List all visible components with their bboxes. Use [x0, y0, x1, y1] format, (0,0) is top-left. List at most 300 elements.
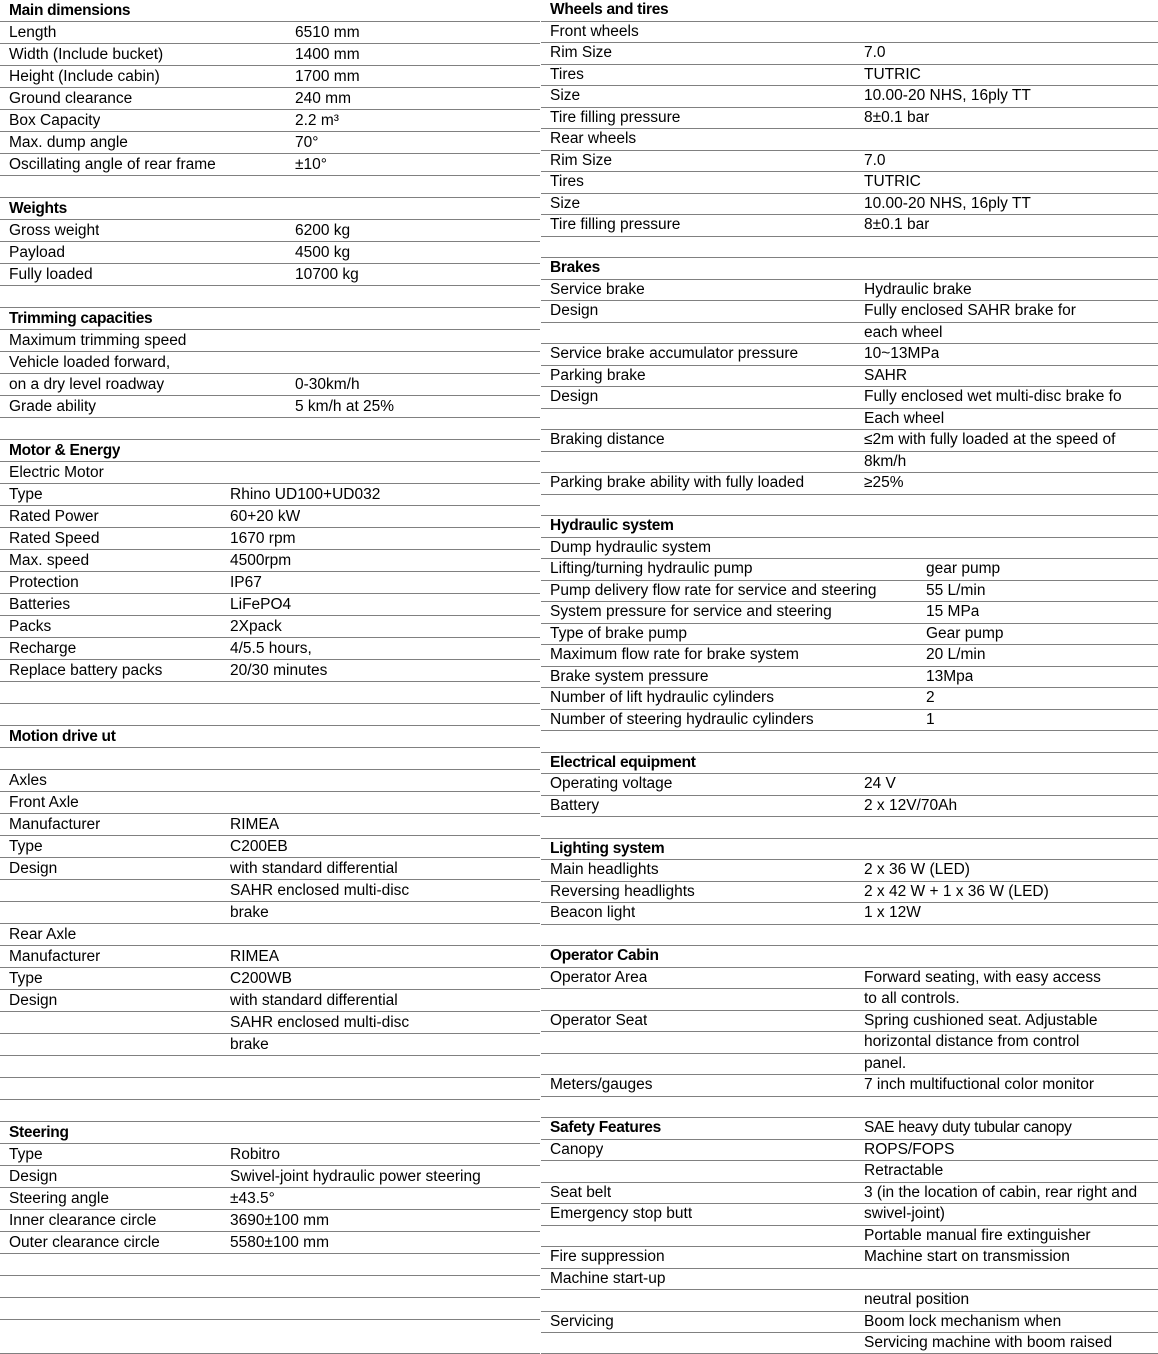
spec-row — [541, 796, 1158, 818]
spec-row — [0, 968, 541, 990]
spec-row — [541, 473, 1158, 495]
blank-row — [0, 748, 541, 770]
spec-label: Tires — [550, 65, 584, 83]
spec-label: Type of brake pump — [550, 624, 687, 642]
spec-value: 4/5.5 hours, — [230, 639, 312, 657]
spec-row — [541, 860, 1158, 882]
spec-label: Canopy — [550, 1140, 604, 1158]
blank-row — [0, 704, 541, 726]
spec-label: Number of lift hydraulic cylinders — [550, 689, 774, 707]
blank-row — [0, 682, 541, 704]
spec-value: Robitro — [230, 1145, 280, 1163]
spec-label: Battery — [550, 796, 600, 814]
spec-value: 70° — [295, 133, 319, 151]
spec-value: TUTRIC — [864, 173, 921, 191]
spec-value: SAHR enclosed multi-disc — [230, 1013, 410, 1031]
spec-value: Fully enclosed wet multi-disc brake fo — [864, 388, 1122, 406]
spec-row — [0, 814, 541, 836]
spec-row — [541, 559, 1158, 581]
section-title: Brakes — [550, 259, 600, 277]
spec-row — [541, 344, 1158, 366]
spec-row — [0, 1012, 541, 1034]
spec-row — [0, 660, 541, 682]
spec-label: Ground clearance — [9, 89, 133, 107]
spec-row — [541, 86, 1158, 108]
spec-value: 6200 kg — [295, 221, 351, 239]
section-title: Steering — [9, 1123, 69, 1141]
spec-row — [541, 194, 1158, 216]
spec-value: Rhino UD100+UD032 — [230, 485, 381, 503]
spec-value: ±10° — [295, 155, 327, 173]
spec-row — [541, 1226, 1158, 1248]
spec-value: SAHR enclosed multi-disc — [230, 881, 410, 899]
blank-row — [0, 1298, 541, 1320]
section-header-motion-drive-ut — [0, 726, 541, 748]
spec-label: Recharge — [9, 639, 77, 657]
spec-label: System pressure for service and steering — [550, 603, 832, 621]
blank-row — [541, 731, 1158, 753]
spec-row — [0, 242, 541, 264]
spec-row — [541, 65, 1158, 87]
spec-value: 2 x 36 W (LED) — [864, 861, 970, 879]
spec-row — [0, 484, 541, 506]
spec-row — [541, 280, 1158, 302]
spec-label: Packs — [9, 617, 52, 635]
section-title: Hydraulic system — [550, 517, 674, 535]
spec-label: Reversing headlights — [550, 882, 695, 900]
spec-value: 8km/h — [864, 452, 907, 470]
section-title: Operator Cabin — [550, 947, 659, 965]
spec-value: 7.0 — [864, 151, 886, 169]
spec-row — [0, 1210, 541, 1232]
spec-label: Service brake — [550, 280, 645, 298]
spec-label: Protection — [9, 573, 79, 591]
spec-value: SAE heavy duty tubular canopy — [864, 1119, 1072, 1137]
spec-value: 0-30km/h — [295, 375, 360, 393]
spec-value: swivel-joint) — [864, 1205, 945, 1223]
spec-value: Swivel-joint hydraulic power steering — [230, 1167, 481, 1185]
spec-row — [0, 572, 541, 594]
spec-label: Braking distance — [550, 431, 665, 449]
spec-row — [541, 581, 1158, 603]
spec-label: Brake system pressure — [550, 667, 709, 685]
spec-value: Boom lock mechanism when — [864, 1312, 1062, 1330]
spec-row — [541, 602, 1158, 624]
spec-label: Design — [550, 302, 599, 320]
blank-row — [541, 1097, 1158, 1119]
section-header-motor-energy — [0, 440, 541, 462]
spec-label: Rated Speed — [9, 529, 100, 547]
spec-row — [541, 1075, 1158, 1097]
spec-value: gear pump — [926, 560, 1001, 578]
blank-row — [541, 925, 1158, 947]
spec-row — [541, 1032, 1158, 1054]
spec-value: 55 L/min — [926, 581, 986, 599]
blank-row — [0, 176, 541, 198]
spec-row — [541, 1183, 1158, 1205]
spec-row — [0, 550, 541, 572]
blank-row — [0, 1056, 541, 1078]
blank-row — [0, 1276, 541, 1298]
spec-row — [0, 1232, 541, 1254]
spec-value: ROPS/FOPS — [864, 1140, 955, 1158]
spec-row — [541, 710, 1158, 732]
blank-row — [0, 1320, 541, 1354]
spec-label: Vehicle loaded forward, — [9, 353, 171, 371]
spec-row — [541, 1011, 1158, 1033]
spec-value: brake — [230, 903, 269, 921]
spec-value: 1700 mm — [295, 67, 360, 85]
spec-value: Gear pump — [926, 624, 1004, 642]
spec-value: to all controls. — [864, 990, 960, 1008]
spec-value: 7 inch multifuctional color monitor — [864, 1076, 1095, 1094]
spec-label: Replace battery packs — [9, 661, 163, 679]
section-header-brakes — [541, 258, 1158, 280]
spec-row — [0, 616, 541, 638]
spec-row — [541, 323, 1158, 345]
spec-row — [0, 1166, 541, 1188]
spec-row — [0, 352, 541, 374]
spec-label: Machine start-up — [550, 1269, 666, 1287]
spec-value: Portable manual fire extinguisher — [864, 1226, 1091, 1244]
spec-value: C200WB — [230, 969, 293, 987]
spec-value: 240 mm — [295, 89, 351, 107]
spec-value: 6510 mm — [295, 23, 360, 41]
spec-label: Type — [9, 837, 43, 855]
spec-label: Gross weight — [9, 221, 100, 239]
spec-label: Fully loaded — [9, 265, 93, 283]
spec-value: neutral position — [864, 1291, 970, 1309]
spec-value: 13Mpa — [926, 667, 974, 685]
spec-row — [0, 22, 541, 44]
spec-label: Fire suppression — [550, 1248, 665, 1266]
spec-label: Maximum flow rate for brake system — [550, 646, 799, 664]
section-header-hydraulic-system — [541, 516, 1158, 538]
spec-value: 2Xpack — [230, 617, 282, 635]
spec-value: ±43.5° — [230, 1189, 275, 1207]
spec-row — [541, 215, 1158, 237]
spec-label: Inner clearance circle — [9, 1211, 157, 1229]
spec-label: Height (Include cabin) — [9, 67, 160, 85]
spec-label: Maximum trimming speed — [9, 331, 187, 349]
spec-row — [541, 151, 1158, 173]
spec-label: Box Capacity — [9, 111, 101, 129]
spec-row — [541, 430, 1158, 452]
spec-label: Front Axle — [9, 793, 79, 811]
spec-row — [541, 409, 1158, 431]
right-spec-table — [541, 0, 1158, 1354]
spec-row — [0, 902, 541, 924]
spec-value: 1 — [926, 710, 935, 728]
section-header-steering — [0, 1122, 541, 1144]
spec-value: C200EB — [230, 837, 288, 855]
spec-row — [0, 374, 541, 396]
spec-row — [541, 538, 1158, 560]
section-header-operator-cabin — [541, 946, 1158, 968]
spec-value: Retractable — [864, 1162, 944, 1180]
section-header-weights — [0, 198, 541, 220]
spec-value: brake — [230, 1035, 269, 1053]
blank-row — [0, 286, 541, 308]
spec-label: Parking brake ability with fully loaded — [550, 474, 805, 492]
spec-value: each wheel — [864, 323, 943, 341]
spec-value: 60+20 kW — [230, 507, 301, 525]
spec-value: 2.2 m³ — [295, 111, 339, 129]
spec-value: TUTRIC — [864, 65, 921, 83]
spec-label: Size — [550, 87, 581, 105]
section-header-trimming-capacities — [0, 308, 541, 330]
spec-row — [0, 1034, 541, 1056]
spec-row — [0, 836, 541, 858]
spec-value: Hydraulic brake — [864, 280, 972, 298]
spec-row — [541, 903, 1158, 925]
spec-value: 4500 kg — [295, 243, 351, 261]
spec-label: Max. dump angle — [9, 133, 128, 151]
spec-row — [0, 880, 541, 902]
spec-label: Lifting/turning hydraulic pump — [550, 560, 753, 578]
spec-row — [541, 172, 1158, 194]
spec-label: Design — [9, 1167, 58, 1185]
spec-value: 2 x 12V/70Ah — [864, 796, 958, 814]
spec-value: 2 x 42 W + 1 x 36 W (LED) — [864, 882, 1049, 900]
spec-value: 20 L/min — [926, 646, 986, 664]
spec-label: Size — [550, 194, 581, 212]
spec-label: Number of steering hydraulic cylinders — [550, 710, 814, 728]
spec-row — [0, 528, 541, 550]
spec-label: Max. speed — [9, 551, 90, 569]
spec-label: Operator Seat — [550, 1011, 648, 1029]
spec-row — [0, 154, 541, 176]
blank-row — [0, 1100, 541, 1122]
spec-row — [0, 594, 541, 616]
spec-value: 3690±100 mm — [230, 1211, 329, 1229]
section-header-electrical-equipment — [541, 753, 1158, 775]
spec-row — [0, 132, 541, 154]
spec-value: horizontal distance from control — [864, 1033, 1080, 1051]
spec-label: Oscillating angle of rear frame — [9, 155, 216, 173]
section-title: Motor & Energy — [9, 441, 121, 459]
spec-value: Machine start on transmission — [864, 1248, 1070, 1266]
spec-value: RIMEA — [230, 815, 280, 833]
spec-label: Beacon light — [550, 904, 636, 922]
section-title: Motion drive ut — [9, 727, 116, 745]
spec-label: Front wheels — [550, 22, 639, 40]
spec-row — [0, 858, 541, 880]
spec-row — [0, 264, 541, 286]
spec-row — [541, 774, 1158, 796]
spec-value: 1 x 12W — [864, 904, 921, 922]
spec-value: 24 V — [864, 775, 896, 793]
spec-row — [0, 924, 541, 946]
spec-row — [0, 1188, 541, 1210]
spec-row — [541, 1054, 1158, 1076]
spec-label: Dump hydraulic system — [550, 538, 712, 556]
blank-row — [541, 495, 1158, 517]
spec-row — [0, 330, 541, 352]
spec-label: Payload — [9, 243, 66, 261]
spec-value: 8±0.1 bar — [864, 216, 930, 234]
spec-label: Width (Include bucket) — [9, 45, 164, 63]
spec-value: Servicing machine with boom raised — [864, 1334, 1113, 1351]
blank-row — [0, 418, 541, 440]
blank-row — [0, 1254, 541, 1276]
spec-label: on a dry level roadway — [9, 375, 165, 393]
spec-label: Manufacturer — [9, 815, 101, 833]
spec-value: 7.0 — [864, 44, 886, 62]
spec-value: SAHR — [864, 366, 908, 384]
spec-row — [541, 129, 1158, 151]
spec-value: 10.00-20 NHS, 16ply TT — [864, 194, 1031, 212]
spec-row — [541, 1312, 1158, 1334]
spec-row — [0, 462, 541, 484]
spec-value: 5 km/h at 25% — [295, 397, 395, 415]
spec-label: Grade ability — [9, 397, 97, 415]
spec-label: Meters/gauges — [550, 1076, 653, 1094]
spec-label: Tire filling pressure — [550, 216, 681, 234]
spec-value: LiFePO4 — [230, 595, 292, 613]
spec-value: 5580±100 mm — [230, 1233, 329, 1251]
spec-row — [541, 645, 1158, 667]
left-spec-table — [0, 0, 541, 1354]
blank-row — [541, 237, 1158, 259]
spec-row — [0, 792, 541, 814]
spec-row — [541, 1290, 1158, 1312]
section-header-safety-features — [541, 1118, 1158, 1140]
spec-value: Fully enclosed SAHR brake for — [864, 302, 1076, 320]
section-header-wheels-and-tires — [541, 0, 1158, 22]
spec-value: Spring cushioned seat. Adjustable — [864, 1011, 1098, 1029]
spec-row — [541, 366, 1158, 388]
spec-label: Parking brake — [550, 366, 646, 384]
spec-label: Emergency stop butt — [550, 1205, 693, 1223]
spec-value: with standard differential — [230, 991, 398, 1009]
spec-label: Outer clearance circle — [9, 1233, 160, 1251]
spec-label: Electric Motor — [9, 463, 104, 481]
blank-row — [541, 817, 1158, 839]
spec-label: Design — [9, 991, 58, 1009]
spec-row — [541, 43, 1158, 65]
spec-value: 3 (in the location of cabin, rear right and — [864, 1183, 1138, 1201]
spec-label: Tires — [550, 173, 584, 191]
spec-label: Main headlights — [550, 861, 659, 879]
spec-row — [541, 667, 1158, 689]
section-title: Main dimensions — [9, 1, 131, 19]
section-title: Lighting system — [550, 839, 665, 857]
spec-row — [541, 1247, 1158, 1269]
spec-value: with standard differential — [230, 859, 398, 877]
spec-row — [541, 452, 1158, 474]
spec-label: Manufacturer — [9, 947, 101, 965]
spec-row — [541, 882, 1158, 904]
spec-row — [541, 1269, 1158, 1291]
spec-row — [0, 88, 541, 110]
spec-label: Rear Axle — [9, 925, 77, 943]
spec-value: 10~13MPa — [864, 345, 940, 363]
spec-row — [541, 1204, 1158, 1226]
spec-label: Design — [550, 388, 599, 406]
spec-row — [541, 624, 1158, 646]
spec-row — [541, 22, 1158, 44]
spec-label: Length — [9, 23, 57, 41]
spec-row — [0, 396, 541, 418]
blank-row — [0, 1078, 541, 1100]
section-header-lighting-system — [541, 839, 1158, 861]
spec-label: Type — [9, 969, 43, 987]
spec-value: 10.00-20 NHS, 16ply TT — [864, 87, 1031, 105]
spec-label: Tire filling pressure — [550, 108, 681, 126]
spec-row — [541, 387, 1158, 409]
spec-value: ≥25% — [864, 474, 904, 492]
spec-row — [0, 638, 541, 660]
spec-row — [541, 1140, 1158, 1162]
spec-value: RIMEA — [230, 947, 280, 965]
spec-row — [0, 44, 541, 66]
spec-value: 2 — [926, 689, 935, 707]
spec-row — [541, 688, 1158, 710]
spec-label: Design — [9, 859, 58, 877]
spec-value: 1400 mm — [295, 45, 360, 63]
spec-label: Rear wheels — [550, 130, 637, 148]
section-title: Weights — [9, 199, 67, 217]
spec-label: Servicing — [550, 1312, 614, 1330]
spec-row — [541, 108, 1158, 130]
spec-label: Steering angle — [9, 1189, 109, 1207]
spec-row — [0, 990, 541, 1012]
spec-label: Rim Size — [550, 44, 613, 62]
spec-value: 20/30 minutes — [230, 661, 328, 679]
spec-label: Operating voltage — [550, 775, 673, 793]
spec-label: Operator Area — [550, 968, 648, 986]
spec-label: Type — [9, 1145, 43, 1163]
spec-row — [541, 301, 1158, 323]
section-header-main-dimensions — [0, 0, 541, 22]
spec-row — [0, 770, 541, 792]
section-title: Safety Features — [550, 1119, 661, 1137]
spec-row — [0, 110, 541, 132]
spec-row — [0, 66, 541, 88]
spec-value: 1670 rpm — [230, 529, 296, 547]
spec-row — [541, 1333, 1158, 1354]
spec-value: IP67 — [230, 573, 262, 591]
spec-value: 8±0.1 bar — [864, 108, 930, 126]
spec-label: Seat belt — [550, 1183, 612, 1201]
spec-value: panel. — [864, 1054, 907, 1072]
spec-value: 10700 kg — [295, 265, 359, 283]
spec-row — [541, 989, 1158, 1011]
spec-label: Service brake accumulator pressure — [550, 345, 799, 363]
spec-row — [0, 1144, 541, 1166]
spec-value: Forward seating, with easy access — [864, 968, 1101, 986]
spec-value: 4500rpm — [230, 551, 292, 569]
spec-row — [0, 946, 541, 968]
spec-row — [541, 1161, 1158, 1183]
section-title: Wheels and tires — [550, 1, 669, 19]
spec-label: Batteries — [9, 595, 71, 613]
spec-label: Pump delivery flow rate for service and steering — [550, 581, 877, 599]
spec-value: 15 MPa — [926, 603, 980, 621]
spec-value: Each wheel — [864, 409, 945, 427]
spec-value: ≤2m with fully loaded at the speed of — [864, 431, 1116, 449]
spec-label: Rated Power — [9, 507, 99, 525]
spec-label: Rim Size — [550, 151, 613, 169]
spec-row — [0, 220, 541, 242]
spec-label: Type — [9, 485, 43, 503]
section-title: Electrical equipment — [550, 753, 696, 771]
spec-row — [0, 506, 541, 528]
spec-row — [541, 968, 1158, 990]
spec-label: Axles — [9, 771, 47, 789]
section-title: Trimming capacities — [9, 309, 153, 327]
